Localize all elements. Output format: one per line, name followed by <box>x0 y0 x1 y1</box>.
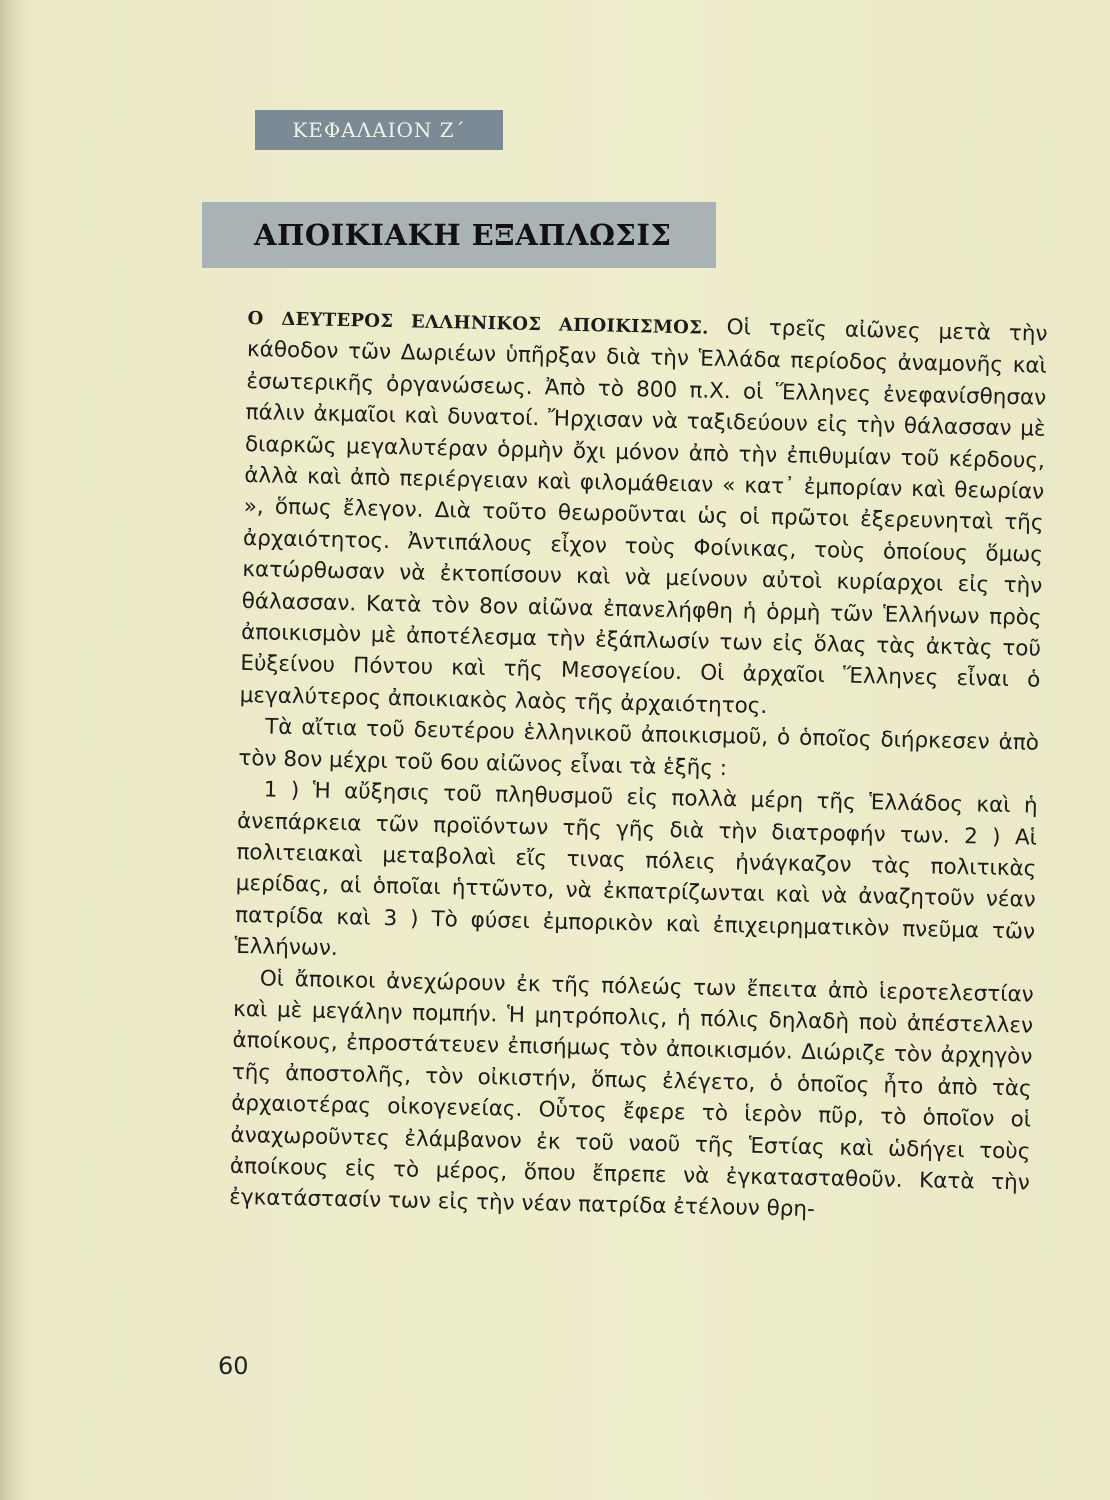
section-heading: Ο ΔΕΥΤΕΡΟΣ ΕΛΛΗΝΙΚΟΣ ΑΠΟΙΚΙΣΜΟΣ. <box>247 307 709 339</box>
body-text <box>229 302 1048 1230</box>
chapter-title: ΑΠΟΙΚΙΑΚΗ ΕΞΑΠΛΩΣΙΣ <box>202 202 716 268</box>
page-number: 60 <box>218 1352 249 1380</box>
paragraph-1 <box>239 302 1047 728</box>
chapter-label: ΚΕΦΑΛΑΙΟΝ Ζ΄ <box>255 110 503 150</box>
paragraph-2: Τὰ αἴτια τοῦ δευτέρου ἑλληνικοῦ ἀποικισμοῦ, ὁ ὁποῖος διήρκεσεν ἀπὸ τὸν 8ον μέχρι τοῦ 6ου αἰῶνος εἶναι τὰ ἑξῆς : <box>238 714 1040 781</box>
paragraph-1-text: Οἱ τρεῖς αἰῶνες μετὰ τὴν κάθοδον τῶν Δωριέων ὑπῆρξαν διὰ τὴν Ἑλλάδα περίοδος ἀναμονῆς καὶ ἐσωτερικῆς ὀργανώσεως. Ἀπὸ τὸ 800 π.Χ. οἱ Ἕλληνες ἐνεφανίσθησαν πάλιν ἀκμαῖοι καὶ δυνατοί. Ἤρχισαν νὰ ταξιδεύουν εἰς τὴν θάλασσαν μὲ διαρκῶς μεγαλυτέραν ὁρμὴν ὄχι μόνον ἀπὸ τὴν ἐπιθυμίαν τοῦ κέρδους, ἀλλὰ καὶ ἀπὸ περιέργειαν καὶ φιλομάθειαν « κατ᾽ ἐμπορίαν καὶ θεωρίαν », ὅπως ἔλεγον. Διὰ τοῦτο θεωροῦνται ὡς οἱ πρῶτοι ἐξερευνηταὶ τῆς ἀρχαιότητος. Ἀντιπάλους εἶχον τοὺς Φοίνικας, τοὺς ὁποίους ὅμως κατώρθωσαν νὰ ἐκτοπίσουν καὶ νὰ μείνουν αὐτοὶ κυρίαρχοι εἰς τὴν θάλασσαν. Κατὰ τὸν 8ον αἰῶνα ἐπανελήφθη ἡ ὁρμὴ τῶν Ἑλλήνων πρὸς ἀποικισμὸν μὲ ἀποτέλεσμα τὴν ἐξάπλωσίν των εἰς ὅλας τὰς ἀκτὰς τοῦ Εὐξείνου Πόντου καὶ τῆς Μεσογείου. Οἱ ἀρχαῖοι Ἕλληνες εἶναι ὁ μεγαλύτερος ἀποικιακὸς λαὸς τῆς ἀρχαιότητος. <box>239 315 1048 719</box>
paragraph-4: Οἱ ἄποικοι ἀνεχώρουν ἐκ τῆς πόλεώς των ἔπειτα ἀπὸ ἱεροτελεστίαν καὶ μὲ μεγάλην πομπήν. Ἡ μητρόπολις, ἡ πόλις δηλαδὴ ποὺ ἀπέστελλεν ἀποίκους, ἐπροστάτευεν ἐπισήμως τὸν ἀποικισμόν. Διώριζε τὸν ἀρχηγὸν τῆς ἀποστολῆς, τὸν οἰκιστήν, ὅπως ἐλέγετο, ὁ ὁποῖος ἦτο ἀπὸ τὰς ἀρχαιοτέρας οἰκογενείας. Οὗτος ἔφερε τὸ ἱερὸν πῦρ, τὸ ὁποῖον οἱ ἀναχωροῦντες ἐλάμβανον ἐκ τοῦ ναοῦ τῆς Ἑστίας καὶ ὡδήγει τοὺς ἀποίκους εἰς τὸ μέρος, ὅπου ἔπρεπε νὰ ἐγκατασταθοῦν. Κατὰ τὴν ἐγκατάστασίν των εἰς τὴν νέαν πατρίδα ἐτέλουν θρη- <box>228 965 1034 1223</box>
paragraph-3: 1 ) Ἡ αὔξησις τοῦ πληθυσμοῦ εἰς πολλὰ μέρη τῆς Ἑλλάδος καὶ ἡ ἀνεπάρκεια τῶν προϊόντων τῆς γῆς διὰ τὴν διατροφήν των. 2 ) Αἱ πολιτειακαὶ μεταβολαὶ εἴς τινας πόλεις ἠνάγκαζον τὰς πολιτικὰς μερίδας, αἱ ὁποῖαι ἡττῶντο, νὰ ἐκπατρίζωνται καὶ νὰ ἀναζητοῦν νέαν πατρίδα καὶ 3 ) Τὸ φύσει ἐμπορικὸν καὶ ἐπιχειρηματικὸν πνεῦμα τῶν Ἑλλήνων. <box>234 777 1038 962</box>
